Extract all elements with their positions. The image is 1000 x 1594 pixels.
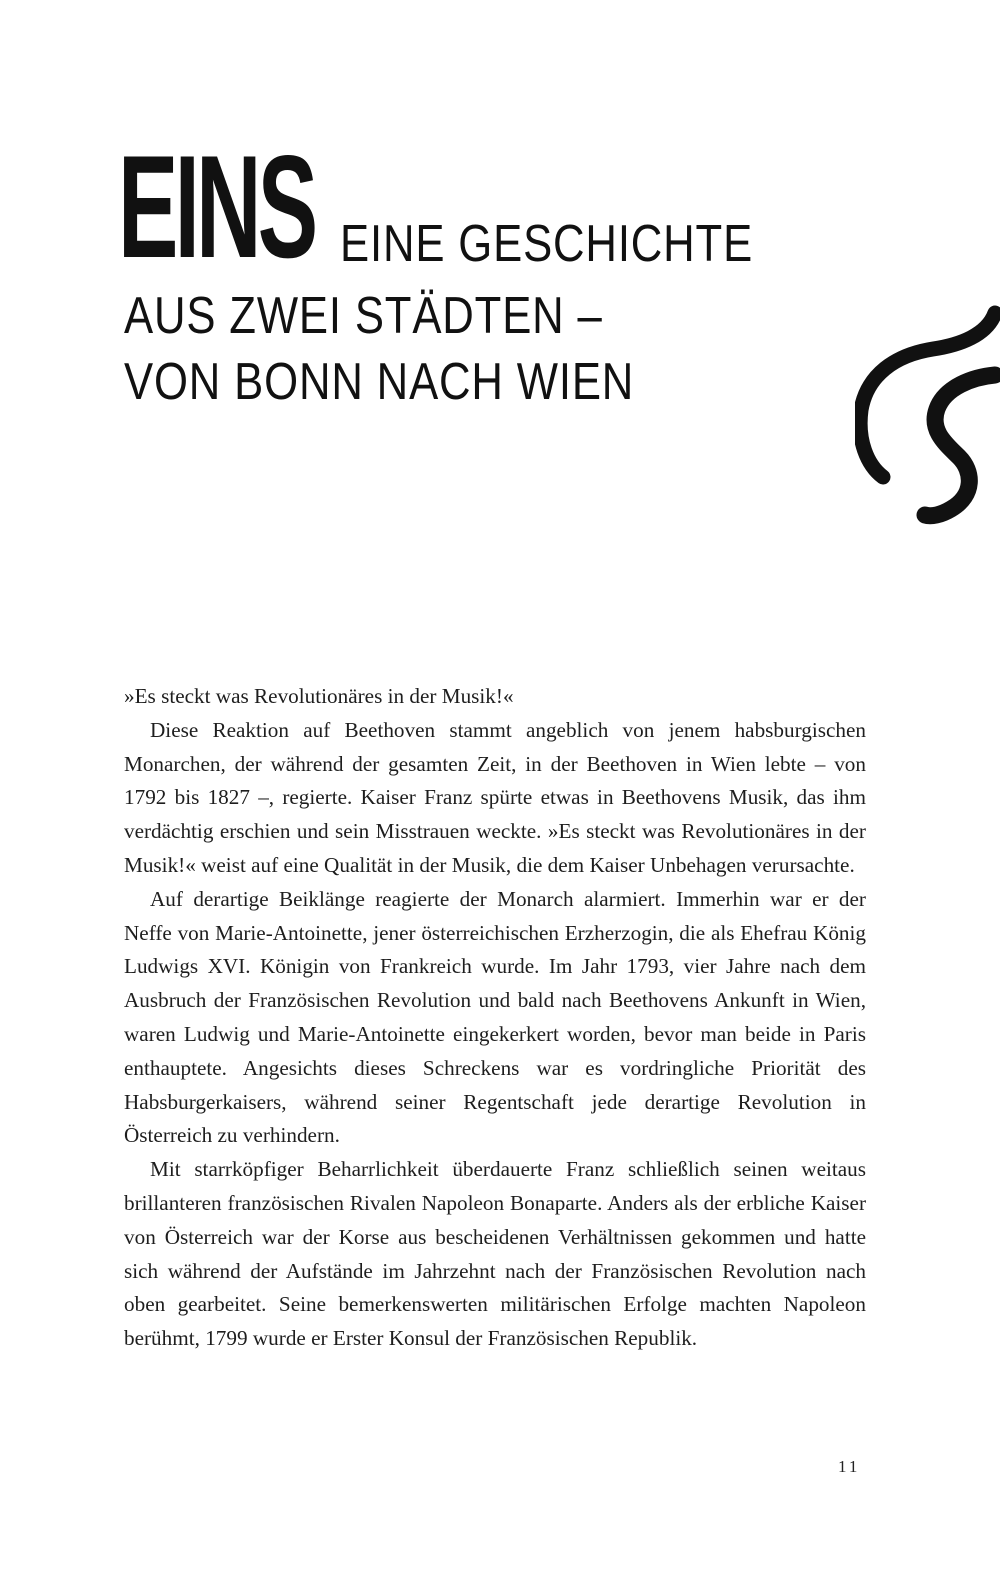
body-text bbox=[124, 680, 866, 1356]
ink-flourish-icon bbox=[855, 305, 1000, 535]
page-number: 11 bbox=[838, 1457, 861, 1476]
chapter-title-line-1: EINE GESCHICHTE bbox=[340, 215, 754, 273]
chapter-title-line-2: AUS ZWEI STÄDTEN – bbox=[124, 287, 603, 345]
chapter-number: EINS bbox=[118, 125, 315, 288]
paragraph-2: Diese Reaktion auf Beethoven stammt angeblich von jenem habsburgischen Monarchen, der während der gesamten Zeit, in der Beethoven in Wien lebte – von 1792 bis 1827 –, regierte. Kaiser Franz spürte etwas in Beethovens Musik, das ihm verdächtig erschien und sein Misstrauen weckte. »Es steckt was Revolutionäres in der Musik!« weist auf eine Qualität in der Musik, die dem Kaiser Unbehagen verursachte. bbox=[124, 717, 866, 877]
paragraph-1: »Es steckt was Revolutionäres in der Musik!« bbox=[124, 684, 514, 708]
paragraph-4: Mit starrköpfiger Beharrlichkeit überdauerte Franz schließlich seinen weitaus brillanteren französischen Rivalen Napoleon Bonaparte. Anders als der erbliche Kaiser von Österreich war der Korse aus bescheidenen Verhältnissen gekommen und hatte sich während der Aufstände im Jahrzehnt nach der Französischen Revolution nach oben gearbeitet. Seine bemerkenswerten militärischen Erfolge machten Napoleon berühmt, 1799 wurde er Erster Konsul der Französischen Republik. bbox=[124, 1157, 866, 1351]
paragraph-3: Auf derartige Beiklänge reagierte der Monarch alarmiert. Immerhin war er der Neffe von Marie-Antoinette, jener österreichischen Erzherzogin, die als Ehefrau König Ludwigs XVI. Königin von Frankreich wurde. Im Jahr 1793, vier Jahre nach dem Ausbruch der Französischen Revolution und bald nach Beethovens Ankunft in Wien, waren Ludwig und Marie-Antoinette eingekerkert worden, bevor man beide in Paris enthauptete. Angesichts dieses Schreckens war es vordringliche Priorität des Habsburgerkaisers, während seiner Regentschaft jede derartige Revolution in Österreich zu verhindern. bbox=[124, 886, 866, 1148]
chapter-title-line-3: VON BONN NACH WIEN bbox=[124, 353, 635, 411]
